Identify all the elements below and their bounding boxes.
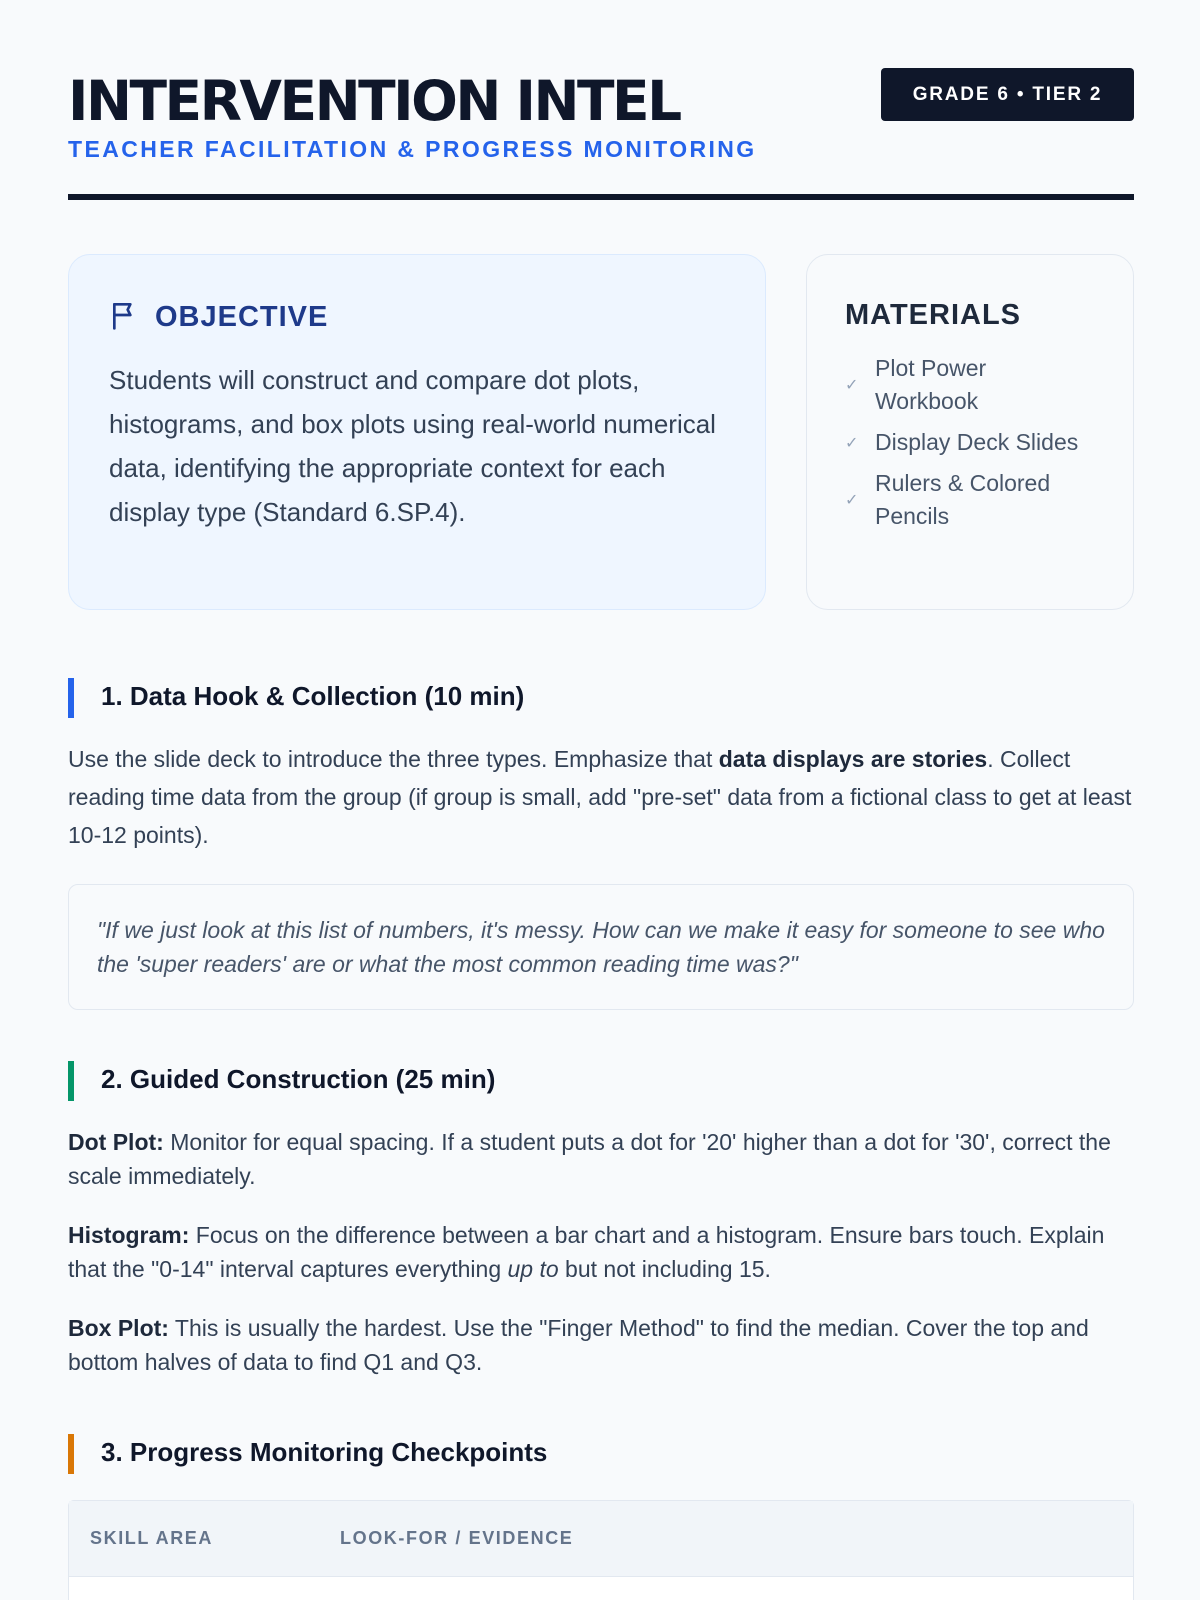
checkpoints-table — [68, 1500, 1134, 1600]
note-label: Dot Plot: — [68, 1129, 164, 1155]
note-text: This is usually the hardest. Use the "Finger Method" to find the median. Cover the top and bottom halves of data to find Q1 and Q3. — [68, 1315, 1089, 1375]
note-label: Histogram: — [68, 1222, 190, 1248]
section-data-hook — [68, 678, 1134, 854]
materials-card — [806, 254, 1134, 610]
section-accent-bar — [68, 1061, 74, 1101]
note-label: Box Plot: — [68, 1315, 169, 1341]
materials-title: MATERIALS — [845, 299, 1022, 331]
histogram-note — [68, 1218, 1134, 1286]
objective-card — [68, 254, 766, 610]
page-header — [68, 0, 1134, 202]
section-accent-bar — [68, 678, 74, 718]
material-label: Display Deck Slides — [875, 429, 1079, 455]
section-title: 1. Data Hook & Collection (10 min) — [101, 681, 525, 711]
body-text: Use the slide deck to introduce the three types. Emphasize that — [68, 746, 719, 772]
section-heading — [68, 678, 1134, 718]
check-icon: ✓ — [845, 377, 859, 394]
section-heading — [68, 1434, 1134, 1474]
body-text: . Collect reading time data from the group (if group is small, add "pre-set" data from a fictional class to get at least 10-12 points). — [68, 746, 1132, 848]
note-text: Monitor for equal spacing. If a student puts a dot for '20' higher than a dot for '30', correct the scale immediately. — [68, 1129, 1111, 1189]
section-heading — [68, 1061, 1134, 1101]
flag-icon — [109, 299, 141, 336]
note-italic: up to — [507, 1256, 559, 1282]
column-header-look-for: LOOK-FOR / EVIDENCE — [340, 1528, 574, 1548]
objective-title: OBJECTIVE — [155, 301, 329, 333]
discussion-quote: "If we just look at this list of numbers, it's messy. How can we make it easy for someone to see who the 'super readers' are or what the most common reading time was?" — [68, 884, 1134, 1010]
section-title: 3. Progress Monitoring Checkpoints — [101, 1437, 548, 1467]
section-guided-construction — [68, 1061, 1134, 1379]
note-text: Focus on the difference between a bar chart and a histogram. Ensure bars touch. Explain that the "0-14" interval captures everything — [68, 1222, 1105, 1282]
check-icon: ✓ — [845, 492, 859, 509]
material-label: Rulers & Colored Pencils — [875, 470, 1051, 529]
objective-heading — [109, 299, 725, 336]
objective-text: Students will construct and compare dot plots, histograms, and box plots using real-world numerical data, identifying the appropriate context for each display type (Standard 6.SP.4). — [109, 365, 716, 527]
table-header-row — [69, 1501, 1133, 1577]
material-label: Plot Power Workbook — [875, 355, 987, 414]
material-item — [845, 426, 1095, 459]
note-text: but not including 15. — [558, 1256, 771, 1282]
materials-list — [845, 352, 1095, 533]
dot-plot-note — [68, 1125, 1134, 1193]
section-accent-bar — [68, 1434, 74, 1474]
grade-tier-badge: GRADE 6 • TIER 2 — [881, 68, 1134, 121]
page-subtitle: TEACHER FACILITATION & PROGRESS MONITORING — [68, 136, 757, 162]
section-body — [68, 740, 1134, 854]
section-progress-monitoring — [68, 1434, 1134, 1474]
header-divider — [68, 194, 1134, 200]
check-icon: ✓ — [845, 434, 859, 452]
column-header-skill-area: SKILL AREA — [90, 1528, 214, 1548]
info-cards — [68, 254, 1134, 610]
material-item — [845, 352, 1095, 418]
body-emphasis: data displays are stories — [718, 746, 988, 772]
box-plot-note — [68, 1311, 1134, 1379]
material-item — [845, 467, 1095, 533]
section-title: 2. Guided Construction (25 min) — [101, 1064, 496, 1094]
lesson-page — [68, 0, 1134, 1548]
page-title: INTERVENTION INTEL — [68, 69, 680, 133]
